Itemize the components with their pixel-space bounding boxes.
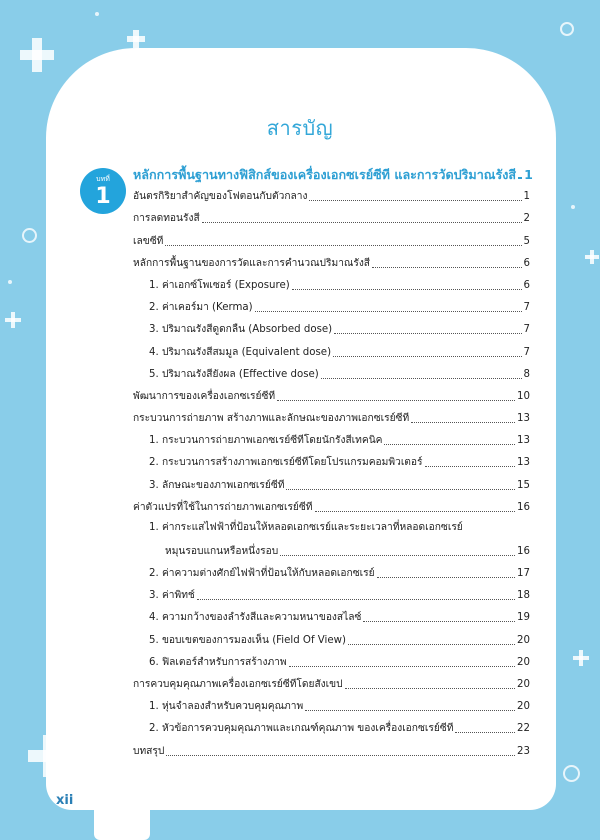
toc-entry-text: 4. ความกว้างของลำรังสีและความหนาของสไลซ์ [149,612,362,624]
dot-decoration-icon [8,280,12,284]
toc-entry[interactable] [133,736,530,758]
dot-decoration-icon [95,12,99,16]
circle-decoration-icon [563,765,580,782]
toc-leader-dots [321,378,522,379]
toc-entry-page: 16 [517,501,530,513]
toc-entry[interactable] [133,404,530,426]
toc-multiline-entry-first-line[interactable]: 1. ค่ากระแสไฟฟ้าที่ป้อนให้หลอดเอกซเรย์และระยะเวลาที่หลอดเอกซเรย์ [149,521,463,533]
toc-entry-page: 22 [517,723,530,735]
toc-entry[interactable] [133,670,530,692]
circle-decoration-icon [560,22,574,36]
card-tab [94,780,150,840]
toc-chapter-entry[interactable] [133,160,533,182]
toc-entry[interactable] [133,182,530,204]
toc-entry-text: การลดทอนรังสี [133,213,200,225]
toc-entry-text: 5. ขอบเขตของการมองเห็น (Field Of View) [149,634,346,646]
chapter-badge-label: บทที่ [96,175,110,183]
toc-entry-page: 6 [523,279,530,291]
toc-leader-dots [315,511,516,512]
toc-entry[interactable] [133,382,530,404]
plus-decoration-icon [127,30,145,48]
toc-entry-page: 18 [517,590,530,602]
toc-leader-dots [197,599,515,600]
toc-entry-page: 5 [523,235,530,247]
toc-entry-text: 1. กระบวนการถ่ายภาพเอกซเรย์ซีทีโดยนักรังสีเทคนิค [149,435,383,447]
toc-leader-dots [377,577,515,578]
toc-entry-page: 15 [517,479,530,491]
toc-entry[interactable] [133,337,530,359]
toc-leader-dots [363,621,515,622]
chapter-badge [80,168,126,214]
toc-entry[interactable] [133,559,530,581]
toc-leader-dots [333,356,521,357]
toc-entry[interactable] [133,493,530,515]
toc-entry-text: 2. ค่าความต่างศักย์ไฟฟ้าที่ป้อนให้กับหลอดเอกซเรย์ [149,568,375,579]
toc-entry-text: 2. ค่าเคอร์มา (Kerma) [149,302,253,314]
toc-entry-page: 6 [523,257,530,269]
toc-leader-dots [280,555,515,556]
circle-decoration-icon [22,228,37,243]
toc-leader-dots [372,267,521,268]
toc-entry-text: หลักการพื้นฐานของการวัดและการคำนวณปริมาณรังสี [133,257,371,269]
plus-decoration-icon [573,650,589,666]
toc-leader-dots [165,245,521,246]
toc-entry[interactable] [133,293,530,315]
plus-decoration-icon [5,312,21,328]
toc-entry[interactable] [133,315,530,337]
toc-entry-text: เลขซีที [133,235,164,247]
toc-leader-dots [309,200,521,201]
toc-entry-text: พัฒนาการของเครื่องเอกซเรย์ซีที [133,390,276,402]
toc-entry-page: 13 [517,457,530,469]
toc-leader-dots [286,489,515,490]
toc-entry-page: 7 [523,302,530,314]
toc-entry-page: 16 [517,545,530,557]
toc-entry-page: 20 [517,656,530,668]
toc-entry-text: 3. ค่าพิทช์ [149,590,195,602]
toc-entry-page: 20 [517,678,530,690]
toc-leader-dots [289,666,515,667]
chapter-badge-number: 1 [95,184,111,209]
toc-leader-dots [255,311,522,312]
toc-entry-text: 3. ปริมาณรังสีดูดกลืน (Absorbed dose) [149,324,333,336]
toc-entry-page: 10 [517,390,530,402]
toc-entry[interactable] [133,692,530,714]
toc-entry-page: 17 [517,568,530,579]
page-title: สารบัญ [266,116,334,140]
toc-entry-text: 2. กระบวนการสร้างภาพเอกซเรย์ซีทีโดยโปรแกรมคอมพิวเตอร์ [149,457,423,469]
toc-leader-dots [348,644,515,645]
toc-entry-page: 13 [517,413,530,425]
toc-leader-dots [292,289,522,290]
toc-entry-page: 13 [517,435,530,447]
toc-entry-text: 5. ปริมาณรังสียังผล (Effective dose) [149,368,319,380]
toc-entry[interactable] [133,537,530,559]
toc-entry-text: การควบคุมคุณภาพเครื่องเอกซเรย์ซีทีโดยสังเขป [133,678,343,690]
toc-entry-page: 20 [517,634,530,646]
toc-entry-page: 1 [524,167,533,182]
toc-entry-text: หมุนรอบแกนหรือหนึ่งรอบ [165,545,279,557]
toc-entry-page: 2 [523,213,530,225]
toc-leader-dots [166,755,515,756]
dot-decoration-icon [571,205,575,209]
toc-entry-text: 3. ลักษณะของภาพเอกซเรย์ซีที [149,479,285,491]
toc-entry[interactable] [133,470,530,492]
toc-entry[interactable] [133,625,530,647]
toc-leader-dots [518,177,522,179]
toc-leader-dots [334,333,521,334]
toc-entry-text: หลักการพื้นฐานทางฟิสิกส์ของเครื่องเอกซเรย์ซีที และการวัดปริมาณรังสี [133,167,517,182]
toc-leader-dots [384,444,515,445]
toc-entry-text: 1. หุ่นจำลองสำหรับควบคุมคุณภาพ [149,701,304,713]
toc-entry-text: อันตรกิริยาสำคัญของโฟตอนกับตัวกลาง [133,191,308,203]
toc-entry[interactable] [133,581,530,603]
toc-entry-text: ค่าตัวแปรที่ใช้ในการถ่ายภาพเอกซเรย์ซีที [133,501,313,513]
toc-leader-dots [455,732,515,733]
toc-leader-dots [277,400,515,401]
toc-entry-text: 6. ฟิลเตอร์สำหรับการสร้างภาพ [149,656,287,668]
toc-entry-text: 1. ค่าเอกซ์โพเซอร์ (Exposure) [149,279,290,291]
toc-leader-dots [345,688,515,689]
toc-entry-page: 23 [517,745,530,757]
toc-entry-text: บทสรุป [133,745,165,757]
toc-entry-page: 8 [523,368,530,380]
plus-decoration-icon [20,38,54,72]
toc-leader-dots [305,710,515,711]
toc-entry[interactable] [133,249,530,271]
toc-entry[interactable] [133,714,530,736]
toc-entry[interactable] [133,648,530,670]
toc-entry[interactable] [133,360,530,382]
toc-entry-text: 2. หัวข้อการควบคุมคุณภาพและเกณฑ์คุณภาพ ของเครื่องเอกซเรย์ซีที [149,723,454,735]
toc-entry-page: 7 [523,324,530,336]
toc-leader-dots [425,466,516,467]
page-number: xii [56,793,74,808]
toc-entry[interactable] [133,448,530,470]
toc-leader-dots [411,422,515,423]
toc-entry-page: 20 [517,701,530,713]
toc-entry-text: กระบวนการถ่ายภาพ สร้างภาพและลักษณะของภาพเอกซเรย์ซีที [133,413,410,425]
toc-entry-page: 19 [517,612,530,624]
toc-entry-page: 1 [523,191,530,203]
toc-entry[interactable] [133,603,530,625]
toc-entry[interactable] [133,226,530,248]
toc-entry[interactable] [133,204,530,226]
toc-leader-dots [202,222,522,223]
table-of-contents [133,160,533,759]
plus-decoration-icon [585,250,599,264]
toc-entry[interactable] [133,271,530,293]
toc-entry-text: 4. ปริมาณรังสีสมมูล (Equivalent dose) [149,346,332,358]
toc-entry-page: 7 [523,346,530,358]
toc-entry[interactable] [133,426,530,448]
